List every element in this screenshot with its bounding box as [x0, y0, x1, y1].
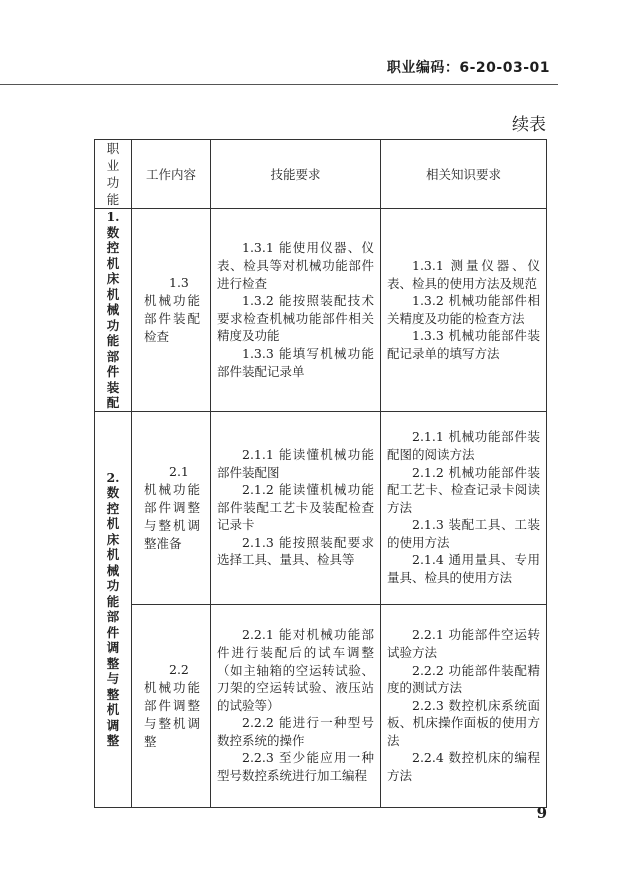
header-knowledge: 相关知识要求 [381, 140, 547, 209]
knowledge-item: 2.1.1 机械功能部件装配图的阅读方法 [387, 429, 540, 462]
requirements-table [94, 139, 547, 808]
continued-label: 续表 [512, 115, 546, 135]
function-name: 数控机床机械功能部件装配 [106, 224, 120, 410]
skill-item: 2.1.3 能按照装配要求选择工具、量具、检具等 [217, 534, 374, 568]
table-row [95, 209, 547, 412]
function-name: 数控机床机械功能部件调整与整机调整 [106, 485, 120, 748]
knowledge-item: 2.1.2 机械功能部件装配工艺卡、检查记录卡阅读方法 [387, 464, 540, 515]
knowledge-item: 2.2.3 数控机床系统面板、机床操作面板的使用方法 [387, 697, 540, 748]
work-content-cell: 1.3 机械功能部件装配检查 [132, 209, 211, 412]
knowledge-item: 1.3.2 机械功能部件相关精度及功能的检查方法 [387, 293, 540, 326]
header-skills: 技能要求 [211, 140, 381, 209]
table-row [95, 411, 547, 604]
skill-item: 1.3.2 能按照装配技术要求检查机械功能部件相关精度及功能 [217, 293, 374, 344]
knowledge-item: 2.1.3 装配工具、工装的使用方法 [387, 517, 540, 550]
skill-item: 2.1.2 能读懂机械功能部件装配工艺卡及装配检查记录卡 [217, 482, 374, 533]
function-cell [95, 209, 132, 412]
skill-item: 2.2.1 能对机械功能部件进行装配后的试车调整（如主轴箱的空运转试验、刀架的空运转试验、液压站的试验等） [217, 627, 374, 713]
work-content-cell: 2.2 机械功能部件调整与整机调整 [132, 604, 211, 807]
header-rule [0, 84, 558, 85]
skills-cell [211, 411, 381, 604]
function-number: 2. [106, 469, 120, 485]
knowledge-item: 1.3.3 机械功能部件装配记录单的填写方法 [387, 328, 540, 361]
occupation-code: 职业编码：6-20-03-01 [386, 60, 550, 76]
page-number: 9 [536, 804, 547, 822]
header-work-content: 工作内容 [132, 140, 211, 209]
knowledge-item: 2.2.1 功能部件空运转试验方法 [387, 627, 540, 660]
knowledge-item: 1.3.1 测量仪器、仪表、检具的使用方法及规范 [387, 257, 540, 291]
skill-item: 1.3.1 能使用仪器、仪表、检具等对机械功能部件进行检查 [217, 240, 374, 291]
skills-cell [211, 209, 381, 412]
skill-item: 2.2.2 能进行一种型号数控系统的操作 [217, 715, 374, 748]
knowledge-cell [381, 411, 547, 604]
skill-item: 2.1.1 能读懂机械功能部件装配图 [217, 446, 374, 480]
knowledge-cell [381, 209, 547, 412]
knowledge-cell [381, 604, 547, 807]
knowledge-item: 2.2.2 功能部件装配精度的测试方法 [387, 662, 540, 696]
function-number: 1. [106, 209, 120, 224]
knowledge-item: 2.2.4 数控机床的编程方法 [387, 750, 540, 784]
skill-item: 1.3.3 能填写机械功能部件装配记录单 [217, 345, 374, 379]
header-function: 职业功能 [95, 140, 132, 209]
skills-cell [211, 604, 381, 807]
work-content-cell: 2.1 机械功能部件调整与整机调整准备 [132, 411, 211, 604]
table-header-row [95, 140, 547, 209]
knowledge-item: 2.1.4 通用量具、专用量具、检具的使用方法 [387, 552, 540, 586]
function-cell [95, 411, 132, 807]
skill-item: 2.2.3 至少能应用一种型号数控系统进行加工编程 [217, 750, 374, 784]
table-row [95, 604, 547, 807]
